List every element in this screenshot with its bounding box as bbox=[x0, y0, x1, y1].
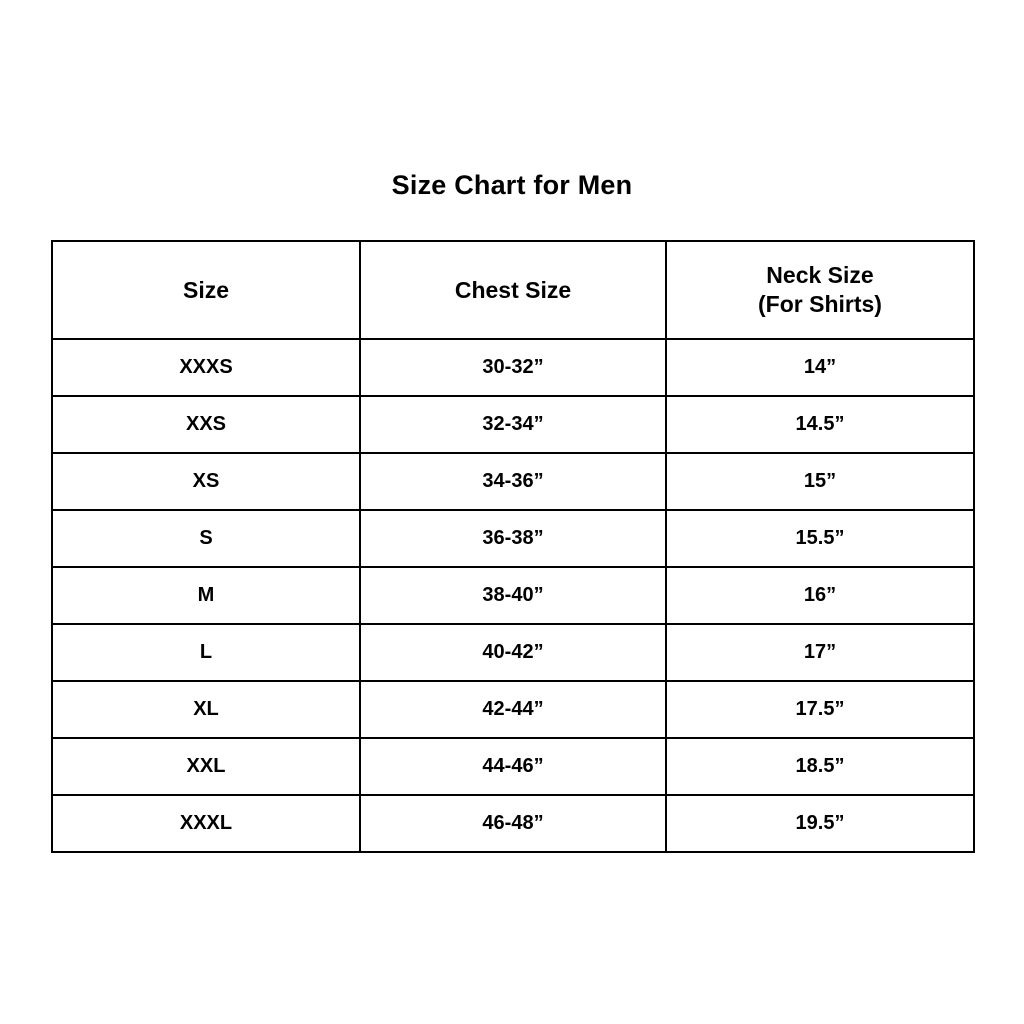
cell-chest: 42-44” bbox=[360, 681, 666, 738]
cell-chest: 34-36” bbox=[360, 453, 666, 510]
cell-chest: 40-42” bbox=[360, 624, 666, 681]
cell-size: L bbox=[52, 624, 360, 681]
cell-size: XL bbox=[52, 681, 360, 738]
table-row bbox=[52, 795, 974, 852]
cell-neck: 19.5” bbox=[666, 795, 974, 852]
table-row bbox=[52, 396, 974, 453]
size-chart-table bbox=[51, 240, 975, 853]
cell-chest: 46-48” bbox=[360, 795, 666, 852]
column-header-chest-size bbox=[360, 241, 666, 339]
table-row bbox=[52, 339, 974, 396]
cell-neck: 17” bbox=[666, 624, 974, 681]
table-row bbox=[52, 738, 974, 795]
cell-size: XXXS bbox=[52, 339, 360, 396]
cell-neck: 16” bbox=[666, 567, 974, 624]
cell-neck: 15” bbox=[666, 453, 974, 510]
cell-size: XXL bbox=[52, 738, 360, 795]
column-header-neck-size-label: Neck Size bbox=[766, 262, 874, 289]
cell-neck: 17.5” bbox=[666, 681, 974, 738]
cell-chest: 36-38” bbox=[360, 510, 666, 567]
cell-size: S bbox=[52, 510, 360, 567]
cell-size: XS bbox=[52, 453, 360, 510]
cell-neck: 15.5” bbox=[666, 510, 974, 567]
column-header-size-label: Size bbox=[182, 276, 230, 303]
table-row bbox=[52, 453, 974, 510]
table-body bbox=[52, 339, 974, 852]
page-title: Size Chart for Men bbox=[391, 170, 633, 200]
column-header-neck-size-sublabel: (For Shirts) bbox=[758, 291, 882, 317]
cell-size: M bbox=[52, 567, 360, 624]
cell-chest: 32-34” bbox=[360, 396, 666, 453]
table-header bbox=[52, 241, 974, 339]
table-row bbox=[52, 567, 974, 624]
cell-neck: 18.5” bbox=[666, 738, 974, 795]
cell-neck: 14” bbox=[666, 339, 974, 396]
cell-neck: 14.5” bbox=[666, 396, 974, 453]
table-row bbox=[52, 510, 974, 567]
cell-size: XXS bbox=[52, 396, 360, 453]
column-header-chest-size-label: Chest Size bbox=[454, 276, 572, 303]
cell-size: XXXL bbox=[52, 795, 360, 852]
table-row bbox=[52, 681, 974, 738]
column-header-size bbox=[52, 241, 360, 339]
table-header-row bbox=[52, 241, 974, 339]
cell-chest: 38-40” bbox=[360, 567, 666, 624]
cell-chest: 30-32” bbox=[360, 339, 666, 396]
cell-chest: 44-46” bbox=[360, 738, 666, 795]
table-row bbox=[52, 624, 974, 681]
column-header-neck-size bbox=[666, 241, 974, 339]
